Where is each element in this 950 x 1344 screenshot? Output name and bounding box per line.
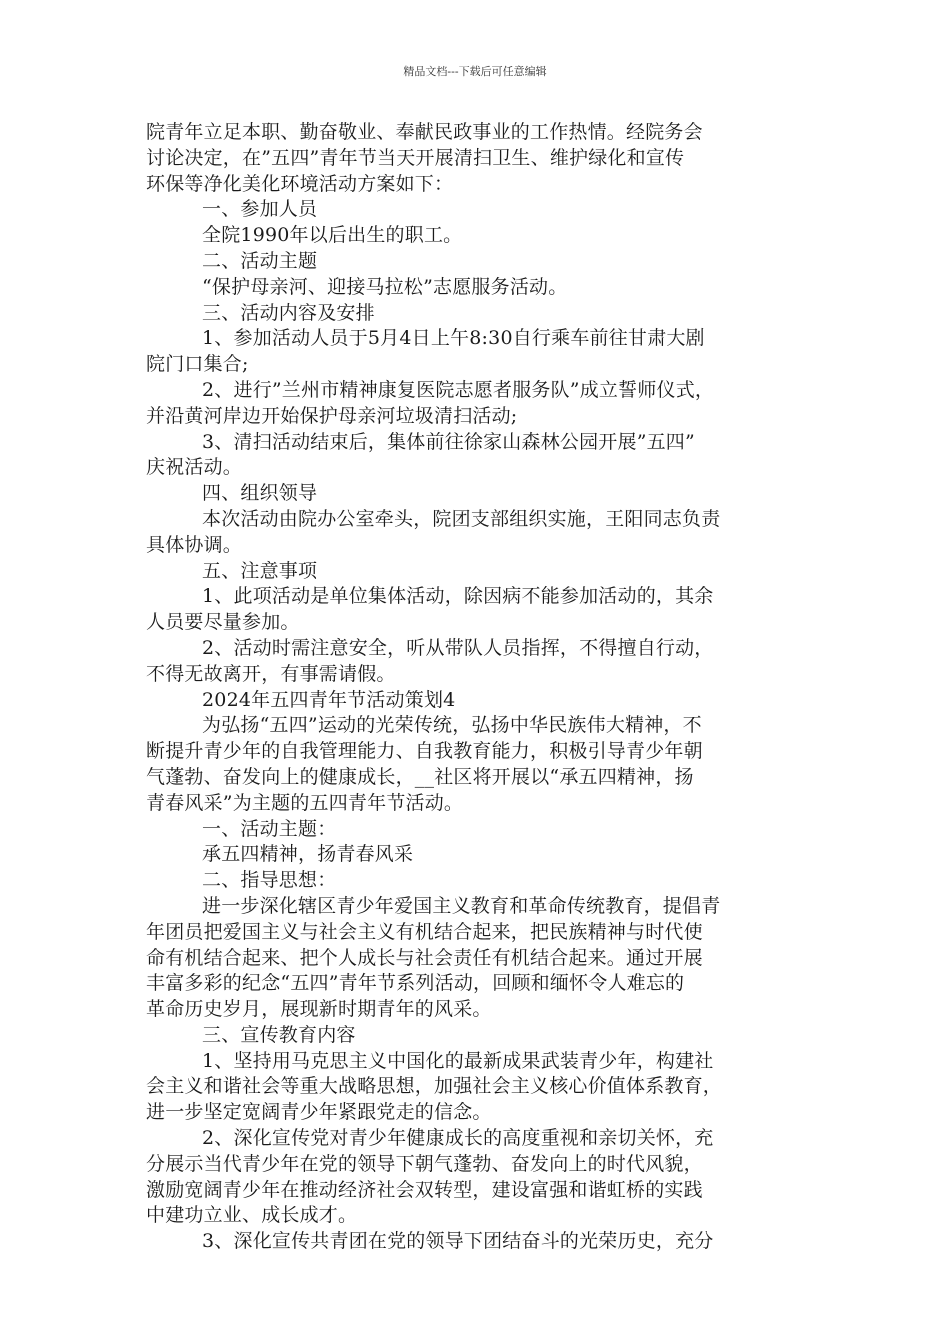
text-line: 不得无故离开，有事需请假。: [146, 662, 396, 685]
page-header: 精品文档---下载后可任意编辑: [403, 65, 547, 78]
text-line: 二、活动主题: [202, 249, 318, 272]
text-line: 一、参加人员: [202, 198, 318, 221]
text-line: 3、深化宣传共青团在党的领导下团结奋斗的光荣历史，充分: [202, 1230, 714, 1253]
text-line: 2、深化宣传党对青少年健康成长的高度重视和亲切关怀，充: [202, 1127, 714, 1150]
text-line: 院门口集合;: [146, 353, 249, 376]
text-line: 本次活动由院办公室牵头，院团支部组织实施，王阳同志负责: [202, 507, 721, 530]
text-line: 全院1990年以后出生的职工。: [202, 224, 463, 247]
text-line: 2024年五四青年节活动策划4: [202, 688, 456, 711]
text-line: 三、宣传教育内容: [202, 1023, 356, 1046]
text-line: 五、注意事项: [202, 559, 318, 582]
text-line: 丰富多彩的纪念“五四”青年节系列活动，回顾和缅怀令人难忘的: [146, 972, 685, 995]
text-line: 气蓬勃、奋发向上的健康成长，__社区将开展以“承五四精神，扬: [146, 765, 694, 788]
text-line: 三、活动内容及安排: [202, 301, 375, 324]
text-line: 人员要尽量参加。: [146, 611, 300, 634]
text-line: 1、坚持用马克思主义中国化的最新成果武装青少年，构建社: [202, 1049, 714, 1072]
text-line: 为弘扬“五四”运动的光荣传统，弘扬中华民族伟大精神，不: [202, 714, 702, 737]
text-line: 一、活动主题：: [202, 817, 337, 840]
text-line: 命有机结合起来、把个人成长与社会责任有机结合起来。通过开展: [146, 946, 703, 969]
text-line: 承五四精神，扬青春风采: [202, 843, 414, 866]
text-line: 3、清扫活动结束后，集体前往徐家山森林公园开展”五四”: [202, 430, 695, 453]
text-line: 1、此项活动是单位集体活动，除因病不能参加活动的，其余: [202, 585, 714, 608]
text-line: 环保等净化美化环境活动方案如下：: [146, 172, 454, 195]
text-line: 讨论决定，在”五四”青年节当天开展清扫卫生、维护绿化和宣传: [146, 146, 685, 169]
text-line: 2、进行”兰州市精神康复医院志愿者服务队”成立誓师仪式，: [202, 378, 715, 401]
text-line: 会主义和谐社会等重大战略思想，加强社会主义核心价值体系教育，: [146, 1075, 723, 1098]
text-line: 院青年立足本职、勤奋敬业、奉献民政事业的工作热情。经院务会: [146, 121, 703, 143]
text-line: 分展示当代青少年在党的领导下朝气蓬勃、奋发向上的时代风貌，: [146, 1152, 703, 1175]
text-line: 1、参加活动人员于5月4日上午8:30自行乘车前往甘肃大剧: [202, 327, 705, 350]
text-line: 断提升青少年的自我管理能力、自我教育能力，积极引导青少年朝: [146, 740, 703, 763]
text-line: 具体协调。: [146, 533, 243, 556]
text-line: 年团员把爱国主义与社会主义有机结合起来，把民族精神与时代使: [146, 920, 703, 943]
text-line: 激励宽阔青少年在推动经济社会双转型，建设富强和谐虹桥的实践: [146, 1178, 703, 1201]
document-body: [146, 120, 818, 1255]
text-line: 二、指导思想：: [202, 869, 337, 892]
text-line: 中建功立业、成长成才。: [146, 1204, 358, 1227]
text-line: 庆祝活动。: [146, 456, 243, 479]
text-line: 并沿黄河岸边开始保护母亲河垃圾清扫活动;: [146, 404, 518, 427]
text-line: 青春风采”为主题的五四青年节活动。: [146, 791, 464, 814]
text-line: 四、组织领导: [202, 482, 318, 505]
text-line: 进一步深化辖区青少年爱国主义教育和革命传统教育，提倡青: [202, 894, 721, 917]
text-line: “保护母亲河、迎接马拉松”志愿服务活动。: [202, 275, 568, 298]
text-line: 进一步坚定宽阔青少年紧跟党走的信念。: [146, 1101, 492, 1124]
text-line: 革命历史岁月，展现新时期青年的风采。: [146, 998, 492, 1021]
text-line: 2、活动时需注意安全，听从带队人员指挥，不得擅自行动，: [202, 636, 714, 659]
